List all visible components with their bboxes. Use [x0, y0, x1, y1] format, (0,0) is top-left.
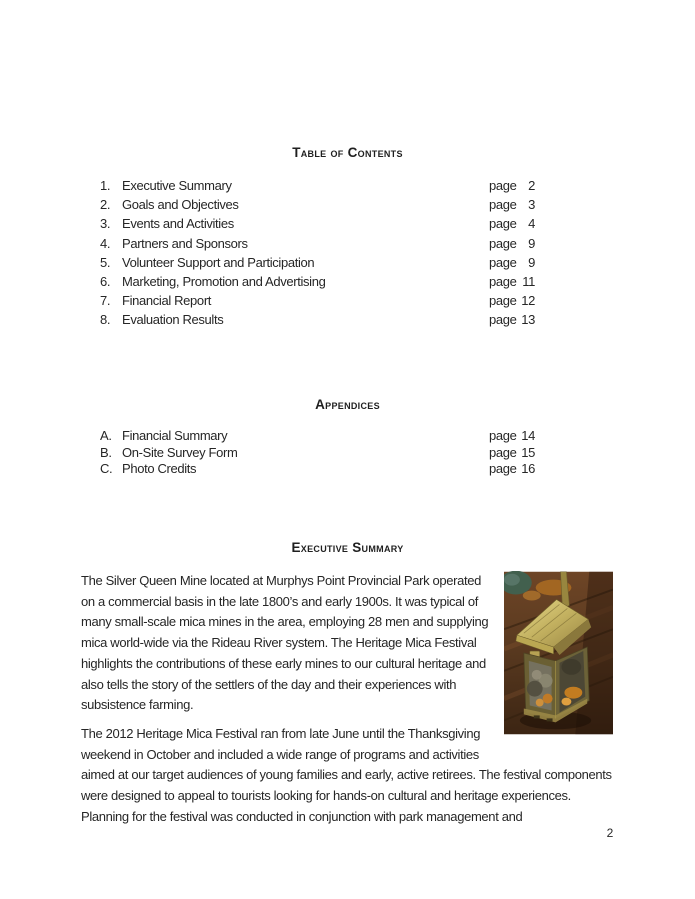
lantern-photo [504, 571, 613, 735]
toc-item-label: Volunteer Support and Participation [122, 254, 315, 270]
toc-item-number: 2. [100, 197, 111, 213]
toc-item-label: Events and Activities [122, 216, 234, 232]
lantern-photo-illustration [504, 571, 613, 735]
toc-item-pagecell [489, 310, 535, 329]
toc-item-label: Marketing, Promotion and Advertising [122, 274, 326, 290]
appendix-row [100, 461, 535, 478]
appendix-item-letter: B. [100, 444, 112, 460]
toc-item-page: 12 [521, 293, 535, 309]
toc-item-number: 8. [100, 312, 111, 328]
page-word: page [489, 274, 517, 290]
page-number: 2 [606, 826, 613, 840]
toc-item-page: 9 [528, 254, 535, 270]
toc-row [100, 234, 535, 253]
appendix-row [100, 428, 535, 445]
toc-item-pagecell [489, 195, 535, 214]
toc-item-pagecell [489, 253, 535, 272]
page-word: page [489, 216, 517, 232]
appendices-heading: Appendices [315, 397, 380, 412]
appendix-item-pagecell [489, 445, 535, 462]
page-word: page [489, 235, 517, 251]
executive-summary-body [81, 571, 613, 827]
toc-item-label: Evaluation Results [122, 312, 224, 328]
appendix-item-page: 16 [521, 461, 535, 477]
appendix-list [100, 428, 535, 478]
toc-item-pagecell [489, 214, 535, 233]
toc-item-label: Executive Summary [122, 178, 232, 193]
toc-item-page: 3 [528, 197, 535, 213]
appendix-item-pagecell [489, 461, 535, 478]
page-word: page [489, 254, 517, 270]
toc-item-page: 4 [528, 216, 535, 232]
exec-paragraph-2: The 2012 Heritage Mica Festival ran from late June until the Thanksgiving weekend in October and included a wide range of programs and activities aimed at our target audiences of young families and early, active retirees. The festival components were designed to appeal to tourists looking for hands-on cultural and heritage experiences. Planning for the festival was conducted in conjunction with park management and [81, 725, 612, 824]
toc-row [100, 310, 535, 329]
toc-item-pagecell [489, 291, 535, 310]
appendix-item-pagecell [489, 428, 535, 445]
toc-item-label: Goals and Objectives [122, 197, 239, 213]
toc-row [100, 176, 535, 195]
page-word: page [489, 293, 517, 309]
page-word: page [489, 178, 517, 193]
toc-row [100, 291, 535, 310]
toc-item-label: Financial Report [122, 293, 212, 309]
toc-item-number: 1. [100, 178, 111, 193]
toc-item-pagecell [489, 176, 535, 195]
page-word: page [489, 461, 517, 477]
toc-item-pagecell [489, 272, 535, 291]
toc-item-number: 7. [100, 293, 111, 309]
page-word: page [489, 197, 517, 213]
toc-item-page: 13 [521, 312, 535, 328]
toc-item-pagecell [489, 234, 535, 253]
toc-row [100, 195, 535, 214]
appendix-item-letter: A. [100, 428, 112, 443]
toc-row [100, 214, 535, 233]
appendix-item-label: On-Site Survey Form [122, 444, 238, 460]
toc-list [100, 176, 535, 330]
appendix-item-label: Financial Summary [122, 428, 228, 443]
toc-item-number: 3. [100, 216, 111, 232]
page-word: page [489, 444, 517, 460]
appendix-row [100, 445, 535, 462]
toc-item-label: Partners and Sponsors [122, 235, 248, 251]
appendix-item-page: 14 [521, 428, 535, 443]
page-word: page [489, 428, 517, 443]
toc-item-page: 11 [522, 274, 535, 290]
appendix-item-letter: C. [100, 461, 113, 477]
toc-item-number: 6. [100, 274, 111, 290]
executive-summary-heading: Executive Summary [291, 540, 404, 555]
exec-paragraph-1: The Silver Queen Mine located at Murphys Point Provincial Park operated on a commercial basis in the late 1800’s and early 1900s. It was typical of many small-scale mica mines in the area, employing 28 men and supplying mica world-wide via the Rideau River system. The Heritage Mica Festival highlights the contributions of these early mines to our cultural heritage and also tells the story of the settlers of the day and their experiences with subsistence farming. [81, 573, 489, 713]
appendix-item-page: 15 [521, 444, 535, 460]
appendix-item-label: Photo Credits [122, 461, 197, 477]
toc-row [100, 272, 535, 291]
toc-heading: Table of Contents [292, 145, 403, 160]
page-word: page [489, 312, 517, 328]
toc-item-page: 9 [528, 235, 535, 251]
toc-item-page: 2 [528, 178, 535, 193]
toc-item-number: 5. [100, 254, 111, 270]
toc-item-number: 4. [100, 235, 111, 251]
toc-row [100, 253, 535, 272]
